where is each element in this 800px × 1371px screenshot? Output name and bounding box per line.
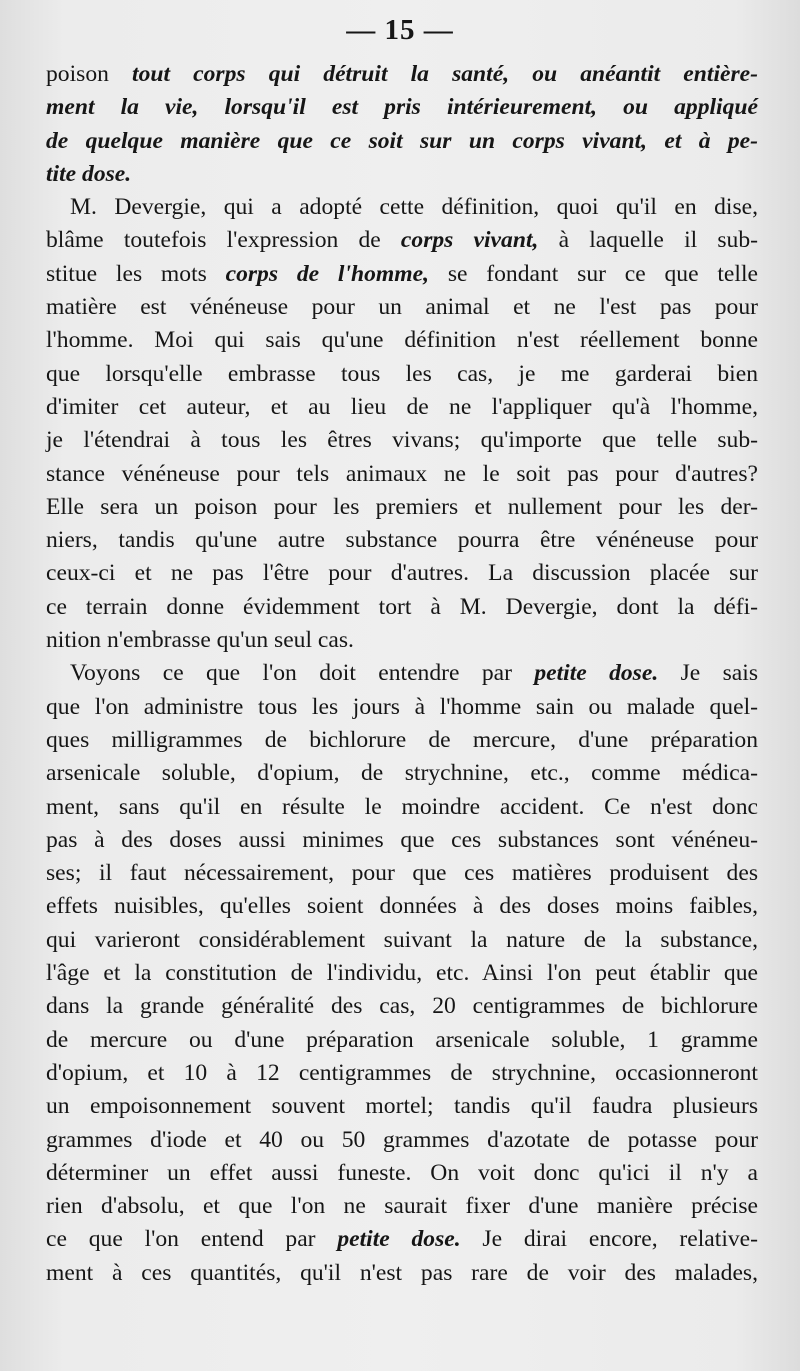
text-run: déterminer un effet aussi funeste. On voit donc qu'ici il n'y a — [46, 1159, 758, 1186]
text-line — [46, 1223, 758, 1256]
text-line — [46, 990, 758, 1023]
italic-text: tite dose. — [46, 160, 132, 187]
text-run: stitue les mots — [46, 260, 226, 287]
text-line — [46, 1190, 758, 1223]
text-run: ques milligrammes de bichlorure de mercure, d'une préparation — [46, 726, 758, 753]
text-run: M. Devergie, qui a adopté cette définition, quoi qu'il en dise, — [70, 194, 758, 221]
paragraph — [46, 657, 758, 1290]
text-run: Je dirai encore, relative- — [460, 1226, 759, 1253]
text-line — [46, 58, 758, 91]
text-run: matière est vénéneuse pour un animal et ne l'est pas pour — [46, 294, 758, 321]
italic-text: tout corps qui détruit la santé, ou anéantit entière- — [132, 61, 758, 87]
paragraph — [46, 191, 758, 657]
text-run: l'âge et la constitution de l'individu, etc. Ainsi l'on peut établir que — [46, 960, 758, 987]
text-run: un empoisonnement souvent mortel; tandis qu'il faudra plusieurs — [46, 1093, 758, 1120]
text-line — [46, 358, 758, 391]
italic-text: corps de l'homme, — [225, 260, 430, 287]
text-line — [46, 924, 758, 957]
text-line — [46, 1257, 758, 1290]
text-line — [46, 191, 758, 224]
page-number: — 15 — — [346, 14, 454, 46]
text-line — [46, 458, 758, 491]
italic-text: de quelque manière que ce soit sur un corps vivant, et à pe- — [46, 127, 758, 154]
text-line — [46, 657, 758, 690]
text-run: poison — [46, 61, 133, 87]
page-body-text — [46, 58, 758, 1290]
text-line — [46, 158, 758, 191]
text-line — [46, 1057, 758, 1090]
text-line — [46, 424, 758, 457]
italic-text: petite dose. — [534, 660, 659, 687]
text-run: Voyons ce que l'on doit entendre par — [70, 660, 535, 687]
text-run: ce que l'on entend par — [46, 1226, 338, 1253]
text-run: d'imiter cet auteur, et au lieu de ne l'appliquer qu'à l'homme, — [46, 393, 758, 420]
text-run: qui varieront considérablement suivant la nature de la substance, — [46, 926, 758, 953]
text-run: l'homme. Moi qui sais qu'une définition n'est réellement bonne — [46, 327, 758, 354]
text-run: que l'on administre tous les jours à l'homme sain ou malade quel- — [46, 693, 758, 720]
text-run: ses; il faut nécessairement, pour que ces matières produisent des — [46, 860, 758, 887]
text-line — [46, 691, 758, 724]
text-line — [46, 1024, 758, 1057]
text-run: grammes d'iode et 40 ou 50 grammes d'azotate de potasse pour — [46, 1126, 758, 1153]
text-line — [46, 591, 758, 624]
text-run: se fondant sur ce que telle — [429, 260, 758, 287]
text-line — [46, 1157, 758, 1190]
text-run: Je sais — [658, 660, 759, 687]
paragraph — [46, 58, 758, 191]
text-line — [46, 624, 758, 657]
text-run: dans la grande généralité des cas, 20 centigrammes de bichlorure — [46, 993, 758, 1020]
text-line — [46, 291, 758, 324]
text-run: de mercure ou d'une préparation arsenicale soluble, 1 gramme — [46, 1026, 758, 1053]
text-run: pas à des doses aussi minimes que ces substances sont vénéneu- — [46, 826, 758, 853]
text-line — [46, 1090, 758, 1123]
text-line — [46, 824, 758, 857]
text-line — [46, 125, 758, 158]
text-line — [46, 757, 758, 790]
text-run: arsenicale soluble, d'opium, de strychnine, etc., comme médica- — [46, 760, 758, 787]
text-line — [46, 91, 758, 124]
text-line — [46, 324, 758, 357]
text-run: nition n'embrasse qu'un seul cas. — [46, 627, 354, 654]
text-line — [46, 791, 758, 824]
text-run: à laquelle il sub- — [538, 227, 759, 254]
italic-text: ment la vie, lorsqu'il est pris intérieurement, ou appliqué — [46, 94, 758, 121]
text-line — [46, 857, 758, 890]
text-line — [46, 557, 758, 590]
text-line — [46, 491, 758, 524]
text-line — [46, 1124, 758, 1157]
text-run: niers, tandis qu'une autre substance pourra être vénéneuse pour — [46, 527, 758, 554]
text-run: que lorsqu'elle embrasse tous les cas, je me garderai bien — [46, 360, 758, 387]
text-line — [46, 258, 758, 291]
text-run: rien d'absolu, et que l'on ne saurait fixer d'une manière précise — [46, 1193, 758, 1220]
text-line — [46, 224, 758, 257]
text-run: blâme toutefois l'expression de — [46, 227, 401, 254]
text-line — [46, 890, 758, 923]
text-line — [46, 524, 758, 557]
text-line — [46, 391, 758, 424]
text-run: stance vénéneuse pour tels animaux ne le soit pas pour d'autres? — [46, 460, 758, 487]
text-run: d'opium, et 10 à 12 centigrammes de strychnine, occasionneront — [46, 1059, 758, 1086]
text-line — [46, 724, 758, 757]
text-run: ceux-ci et ne pas l'être pour d'autres. La discussion placée sur — [46, 560, 758, 587]
text-run: je l'étendrai à tous les êtres vivans; qu'importe que telle sub- — [46, 427, 758, 454]
text-run: effets nuisibles, qu'elles soient données à des doses moins faibles, — [46, 893, 758, 920]
italic-text: petite dose. — [337, 1226, 461, 1253]
text-line — [46, 957, 758, 990]
italic-text: corps vivant, — [400, 227, 539, 254]
text-run: ment, sans qu'il en résulte le moindre accident. Ce n'est donc — [46, 793, 758, 820]
text-run: ment à ces quantités, qu'il n'est pas rare de voir des malades, — [46, 1259, 758, 1286]
text-run: Elle sera un poison pour les premiers et nullement pour les der- — [46, 493, 758, 520]
text-run: ce terrain donne évidemment tort à M. Devergie, dont la défi- — [46, 593, 758, 620]
